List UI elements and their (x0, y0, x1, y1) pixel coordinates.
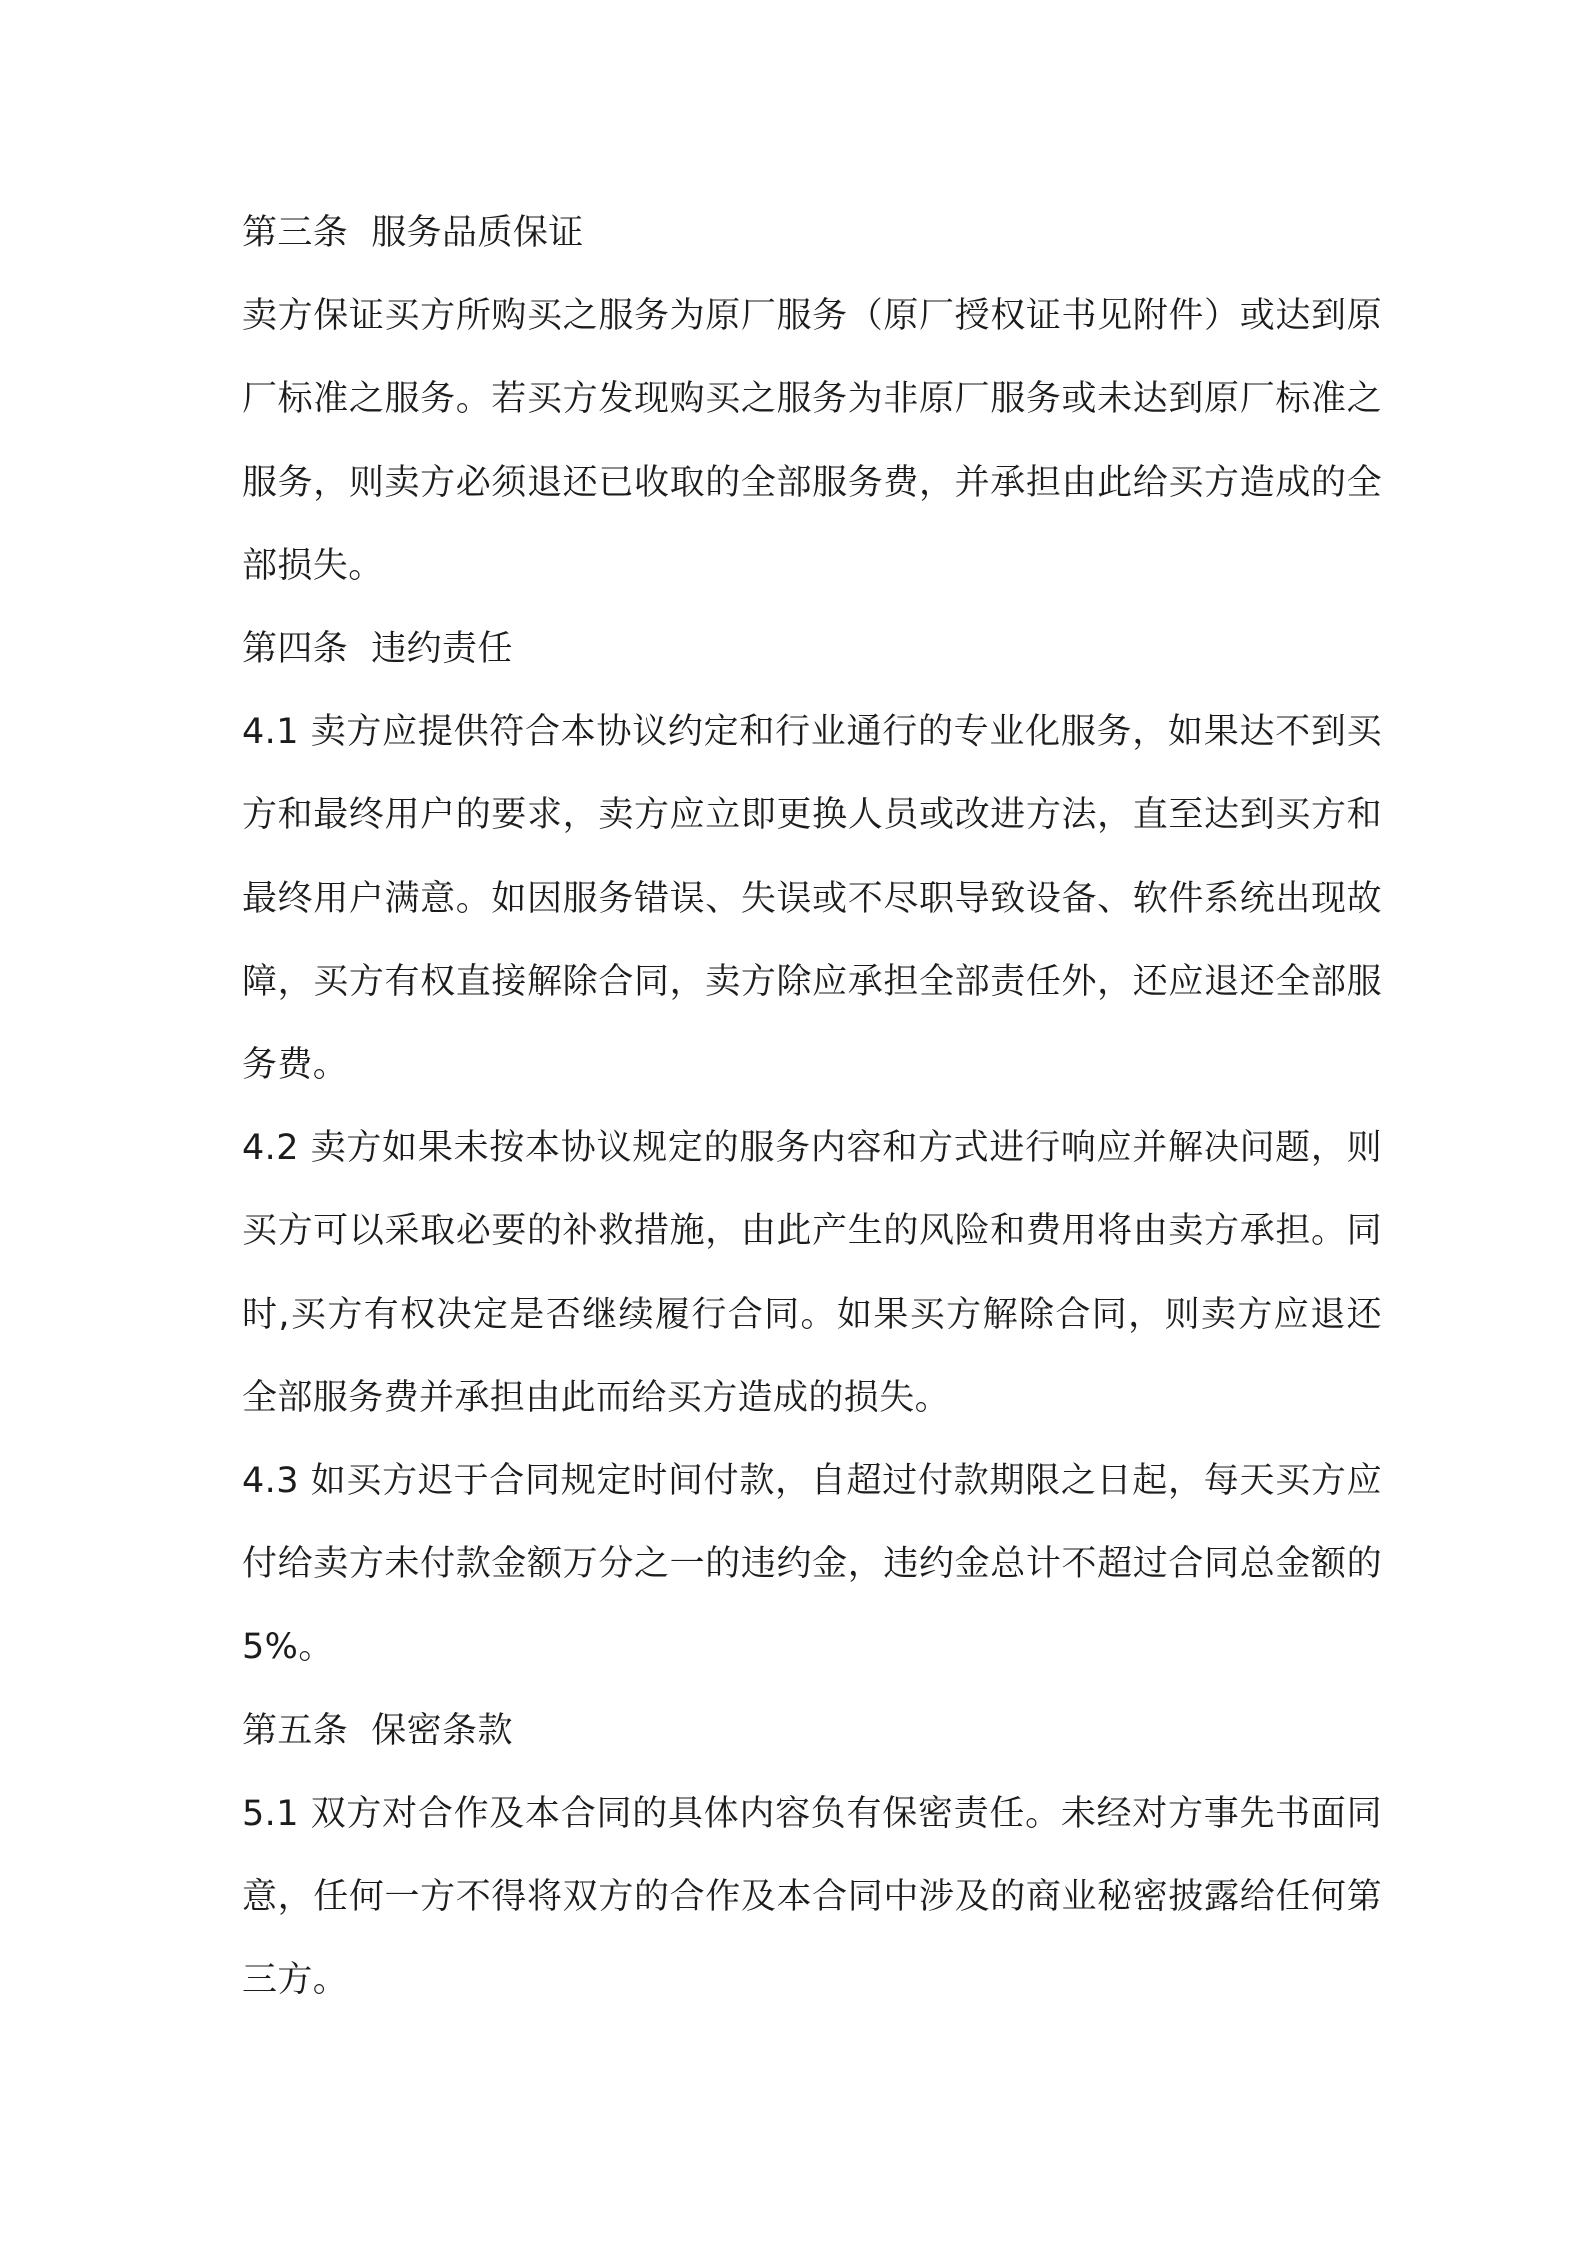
article-4-heading: 第四条 违约责任 (242, 629, 513, 670)
document-body (242, 192, 1382, 2022)
clause-5-1: 5.1 双方对合作及本合同的具体内容负有保密责任。未经对方事先书面同意，任何一方不得将双方的合作及本合同中涉及的商业秘密披露给任何第三方。 (242, 1793, 1382, 2001)
article-3-body: 卖方保证买方所购买之服务为原厂服务（原厂授权证书见附件）或达到原厂标准之服务。若买方发现购买之服务为非原厂服务或未达到原厂标准之服务，则卖方必须退还已收取的全部服务费，并承担由此给买方造成的全部损失。 (242, 296, 1382, 586)
clause-4-3: 4.3 如买方迟于合同规定时间付款，自超过付款期限之日起，每天买方应付给卖方未付款金额万分之一的违约金，违约金总计不超过合同总金额的 5%。 (242, 1461, 1382, 1668)
clause-4-1: 4.1 卖方应提供符合本协议约定和行业通行的专业化服务，如果达不到买方和最终用户的要求，卖方应立即更换人员或改进方法，直至达到买方和最终用户满意。如因服务错误、失误或不尽职导致设备、软件系统出现故障，买方有权直接解除合同，卖方除应承担全部责任外，还应退还全部服务费。 (242, 712, 1382, 1086)
article-3-heading: 第三条 服务品质保证 (242, 213, 584, 253)
article-5-heading: 第五条 保密条款 (242, 1710, 513, 1751)
clause-4-2: 4.2 卖方如果未按本协议规定的服务内容和方式进行响应并解决问题，则买方可以采取必要的补救措施，由此产生的风险和费用将由卖方承担。同时,买方有权决定是否继续履行合同。如果买方解除合同，则卖方应退还全部服务费并承担由此而给买方造成的损失。 (242, 1128, 1382, 1418)
